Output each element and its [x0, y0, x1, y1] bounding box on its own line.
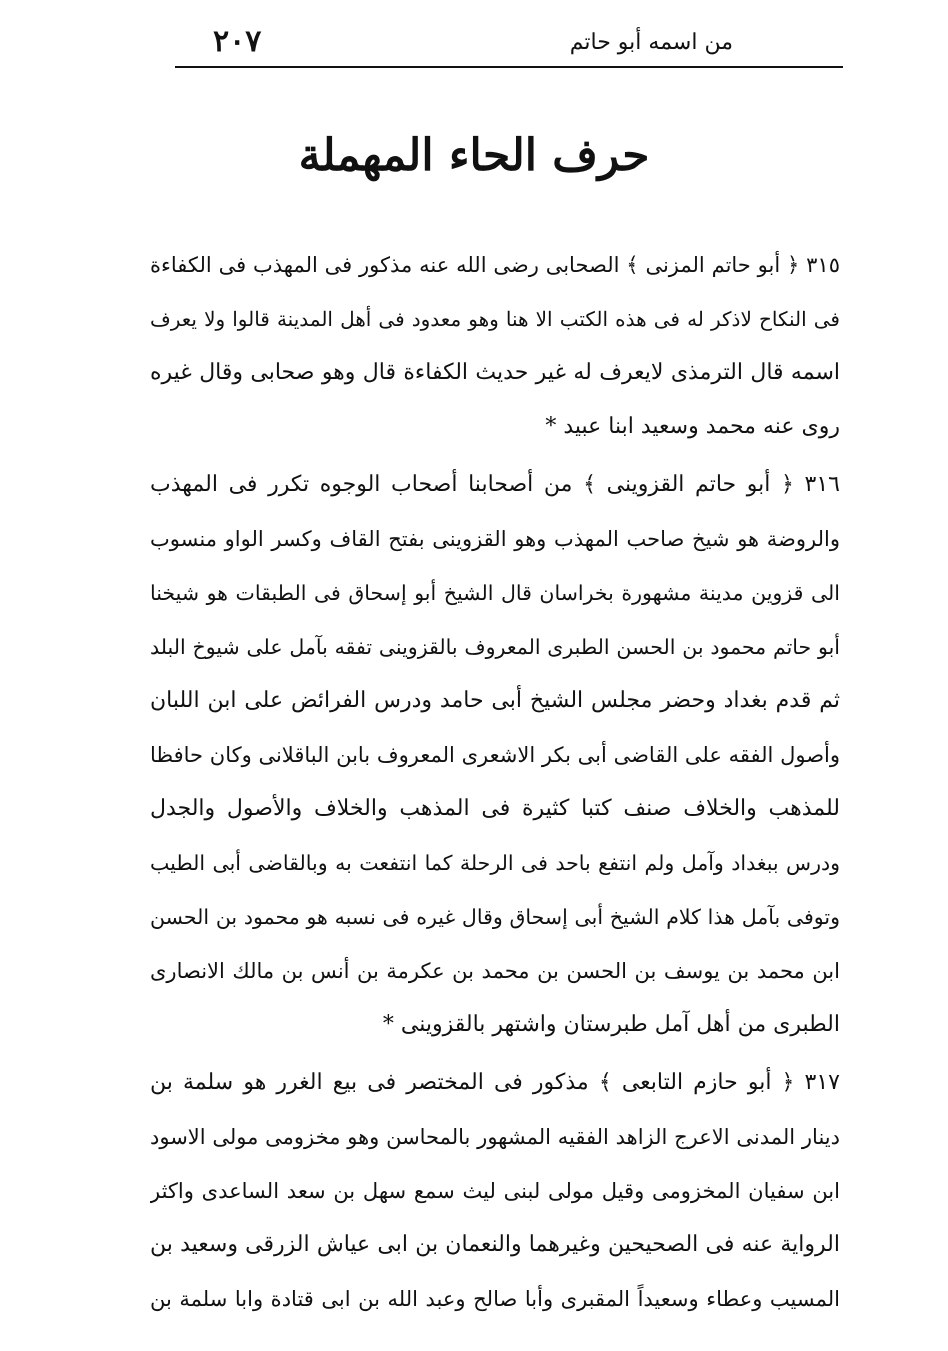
page-number: ٢٠٧ [213, 24, 262, 59]
entry-316 [150, 458, 840, 1052]
text-line: ثم قدم بغداد وحضر مجلس الشيخ أبى حامد ودرس الفرائض على ابن اللبان [150, 688, 840, 713]
text-line: دينار المدنى الاعرج الزاهد الفقيه المشهور بالمحاسن وهو مخزومى مولى الاسود [150, 1125, 840, 1149]
text-line: الطبرى من أهل آمل طبرستان واشتهر بالقزوينى * [382, 1012, 840, 1037]
text-line: ٣١٦ ﴿ أبو حاتم القزوينى ﴾ من أصحابنا أصحاب الوجوه تكرر فى المهذب [150, 472, 840, 497]
entry-315 [150, 238, 840, 454]
text-line: للمذهب والخلاف صنف كتبا كثيرة فى المذهب والخلاف والأصول والجدل [150, 796, 840, 821]
text-line: الى قزوين مدينة مشهورة بخراسان قال الشيخ أبو إسحاق فى الطبقات هو شيخنا [150, 581, 840, 605]
text-line: وأصول الفقه على القاضى أبى بكر الاشعرى المعروف بابن الباقلانى وكان حافظا [150, 743, 840, 767]
body-text [150, 238, 840, 1326]
text-line: ٣١٥ ﴿ أبو حاتم المزنى ﴾ الصحابى رضى الله عنه مذكور فى المهذب فى الكفاءة [150, 253, 840, 277]
text-line: والروضة هو شيخ صاحب المهذب وهو القزوينى بفتح القاف وكسر الواو منسوب [150, 527, 840, 551]
header-rule [175, 66, 843, 68]
text-line: ابن سفيان المخزومى وقيل مولى لبنى ليث سمع سهل بن سعد الساعدى واكثر [150, 1179, 840, 1203]
running-header [175, 18, 843, 66]
section-heading: حرف الحاء المهملة [298, 130, 650, 181]
text-line: اسمه قال الترمذى لايعرف له غير حديث الكفاءة قال وهو صحابى وقال غيره [150, 360, 840, 385]
text-line: ٣١٧ ﴿ أبو حازم التابعى ﴾ مذكور فى المختصر فى بيع الغرر هو سلمة بن [150, 1070, 840, 1095]
text-line: أبو حاتم محمود بن الحسن الطبرى المعروف بالقزوينى تفقه بآمل على شيوخ البلد [150, 635, 840, 659]
text-line: ابن محمد بن يوسف بن الحسن بن محمد بن عكرمة بن أنس بن مالك الانصارى [150, 959, 840, 983]
running-title: من اسمه أبو حاتم [569, 30, 733, 55]
text-line: ودرس ببغداد وآمل ولم انتفع باحد فى الرحلة كما انتفعت به وبالقاضى أبى الطيب [150, 851, 840, 875]
text-line: الرواية عنه فى الصحيحين وغيرهما والنعمان بن ابى عياش الزرقى وسعيد بن [150, 1232, 840, 1257]
text-line: فى النكاح لاذكر له فى هذه الكتب الا هنا وهو معدود فى أهل المدينة قالوا ولا يعرف [150, 307, 840, 331]
entry-317 [150, 1056, 840, 1326]
text-line: وتوفى بآمل هذا كلام الشيخ أبى إسحاق وقال غيره فى نسبه هو محمود بن الحسن [150, 905, 840, 929]
text-line: المسيب وعطاء وسعيداً المقبرى وأبا صالح وعبد الله بن ابى قتادة وابا سلمة بن [150, 1287, 840, 1311]
text-line: روى عنه محمد وسعيد ابنا عبيد * [545, 414, 840, 439]
